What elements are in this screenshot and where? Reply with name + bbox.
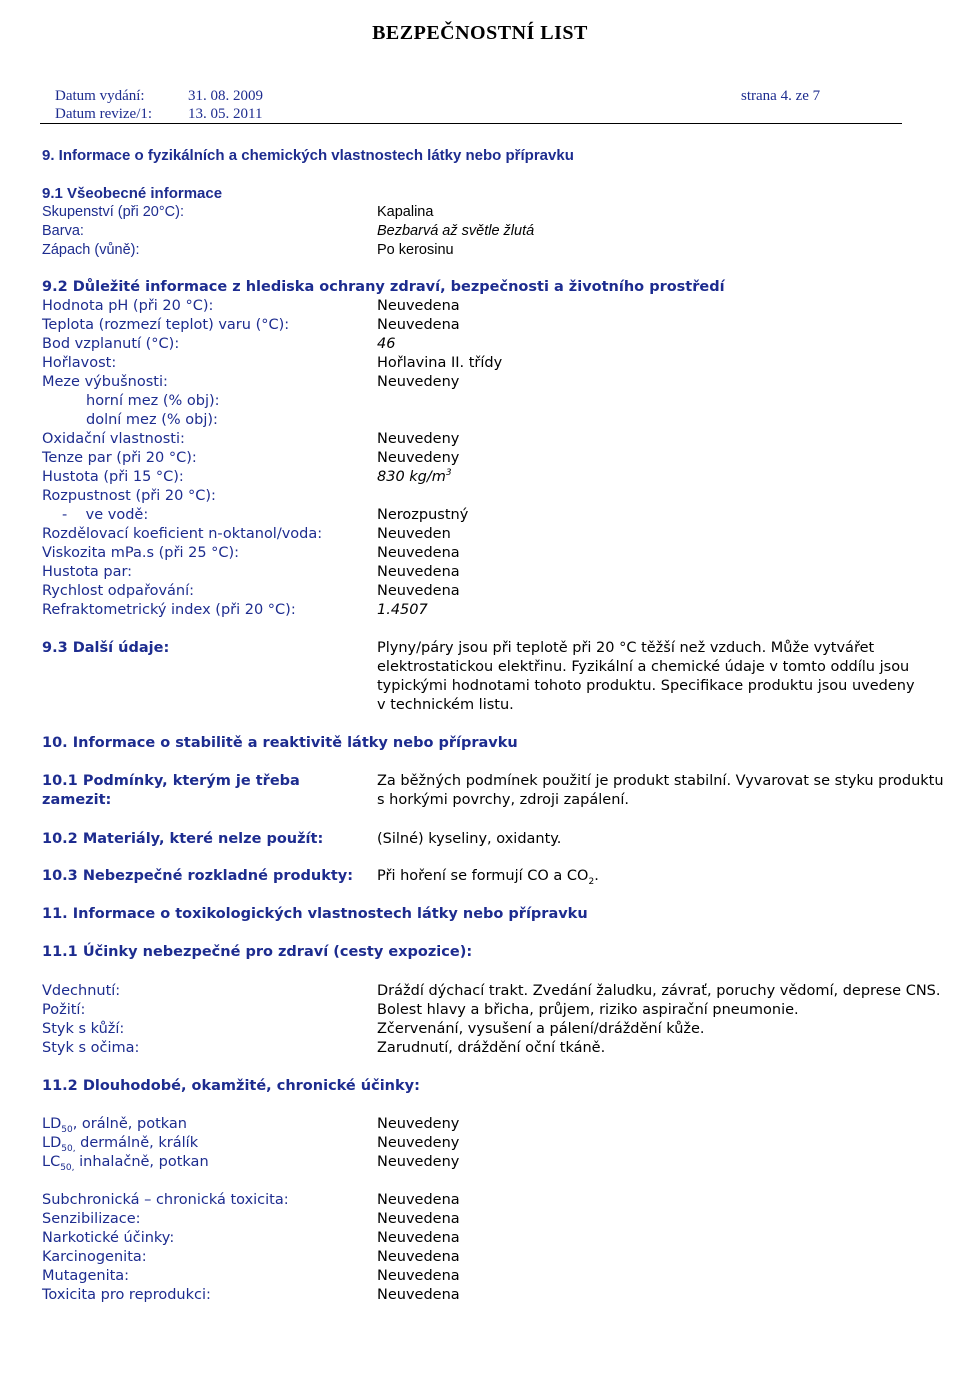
section-10-2-heading: 10.2 Materiály, které nelze použít: — [42, 831, 324, 847]
chronic-label: Narkotické účinky: — [42, 1230, 175, 1246]
prop-label: Meze výbušnosti: — [42, 374, 168, 390]
lc-label: $LC_{50,}$ inhalačně, potkan — [42, 1154, 209, 1173]
prop-value: Neuvedena — [377, 317, 460, 333]
section-9-1-heading: 9.1 Všeobecné informace — [42, 185, 223, 202]
prop-label: - ve vodě: — [62, 507, 149, 523]
chronic-label: Toxicita pro reprodukci: — [42, 1287, 211, 1303]
ld-value: Neuvedeny — [377, 1135, 460, 1151]
route-value: Zarudnutí, dráždění oční tkáně. — [377, 1040, 606, 1056]
stability-text: Za běžných podmínek použití je produkt stabilní. Vyvarovat se styku produktu — [377, 773, 944, 789]
section-9-2-heading: 9.2 Důležité informace z hlediska ochrany zdraví, bezpečnosti a životního prostředí — [42, 279, 725, 295]
other-line: v technickém listu. — [377, 697, 514, 713]
section-10-1-heading: 10.1 Podmínky, kterým je třeba — [42, 773, 300, 789]
chronic-label: Karcinogenita: — [42, 1249, 147, 1265]
prop-label: Hodnota pH (při 20 °C): — [42, 298, 214, 314]
prop-value: 1.4507 — [377, 602, 428, 618]
chronic-label: Senzibilizace: — [42, 1211, 141, 1227]
general-value-2: Po kerosinu — [377, 242, 454, 258]
prop-label: Rozdělovací koeficient n-oktanol/voda: — [42, 526, 323, 542]
prop-value: Neuvedeny — [377, 450, 460, 466]
prop-value: Neuvedena — [377, 564, 460, 580]
chronic-value: Neuvedena — [377, 1268, 460, 1284]
prop-label: Hustota par: — [42, 564, 133, 580]
route-value: Dráždí dýchací trakt. Zvedání žaludku, závrať, poruchy vědomí, deprese CNS. — [377, 983, 941, 999]
ld-label: $LD_{50}$, orálně, potkan — [42, 1116, 187, 1135]
prop-value: Neuveden — [377, 526, 451, 542]
revision-date: 13. 05. 2011 — [188, 106, 263, 122]
other-line: Plyny/páry jsou při teplotě při 20 °C těžší než vzduch. Může vytvářet — [377, 640, 875, 656]
route-label: Požití: — [42, 1002, 86, 1018]
chronic-label: Subchronická – chronická toxicita: — [42, 1192, 289, 1208]
other-line: elektrostatickou elektřinu. Fyzikální a chemické údaje v tomto oddílu jsou — [377, 659, 910, 675]
route-label: Styk s očima: — [42, 1040, 140, 1056]
route-value: Zčervenání, vysušení a pálení/dráždění kůže. — [377, 1021, 705, 1037]
header-divider — [40, 123, 902, 124]
general-label-0: Skupenství (při 20°C): — [42, 204, 184, 220]
chronic-value: Neuvedena — [377, 1211, 460, 1227]
prop-label: Oxidační vlastnosti: — [42, 431, 185, 447]
decomposition-products: Při hoření se formují CO a $CO_2$. — [377, 868, 599, 887]
section-10-1-heading-cont: zamezit: — [42, 792, 112, 808]
section-9-heading: 9. Informace o fyzikálních a chemických vlastnostech látky nebo přípravku — [42, 147, 574, 164]
prop-value: 46 — [377, 336, 396, 352]
route-label: Styk s kůží: — [42, 1021, 125, 1037]
prop-value: Nerozpustný — [377, 507, 469, 523]
prop-label: Refraktometrický index (při 20 °C): — [42, 602, 296, 618]
chronic-value: Neuvedena — [377, 1249, 460, 1265]
section-11-2-heading: 11.2 Dlouhodobé, okamžité, chronické účinky: — [42, 1078, 420, 1094]
prop-value: Hořlavina II. třídy — [377, 355, 503, 371]
route-value: Bolest hlavy a břicha, průjem, riziko aspirační pneumonie. — [377, 1002, 799, 1018]
lc-value: Neuvedeny — [377, 1154, 460, 1170]
prop-label: Bod vzplanutí (°C): — [42, 336, 180, 352]
page-number: strana 4. ze 7 — [741, 88, 821, 104]
section-11-1-heading: 11.1 Účinky nebezpečné pro zdraví (cesty expozice): — [42, 944, 473, 960]
issue-date-label: Datum vydání: — [55, 88, 145, 104]
revision-date-label: Datum revize/1: — [55, 106, 153, 122]
density-value: 830 $kg/m^3$ — [377, 468, 452, 485]
prop-label: Hustota (při 15 °C): — [42, 469, 184, 485]
prop-label: Hořlavost: — [42, 355, 117, 371]
chronic-value: Neuvedena — [377, 1287, 460, 1303]
prop-label: horní mez (% obj): — [86, 393, 220, 409]
prop-value: Neuvedeny — [377, 431, 460, 447]
chronic-value: Neuvedena — [377, 1192, 460, 1208]
document-title: BEZPEČNOSTNÍ LIST — [372, 22, 588, 44]
general-value-0: Kapalina — [377, 204, 434, 220]
section-10-heading: 10. Informace o stabilitě a reaktivitě látky nebo přípravku — [42, 735, 518, 751]
incompatible-materials: (Silné) kyseliny, oxidanty. — [377, 831, 562, 847]
prop-label: Rychlost odpařování: — [42, 583, 195, 599]
prop-label: Viskozita mPa.s (při 25 °C): — [42, 545, 240, 561]
section-11-heading: 11. Informace o toxikologických vlastnostech látky nebo přípravku — [42, 906, 588, 922]
general-value-1: Bezbarvá až světle žlutá — [377, 223, 535, 239]
other-line: typickými hodnotami tohoto produktu. Specifikace produktu jsou uvedeny — [377, 678, 915, 694]
prop-value: Neuvedena — [377, 583, 460, 599]
prop-value: Neuvedena — [377, 298, 460, 314]
prop-value: Neuvedena — [377, 545, 460, 561]
prop-value: Neuvedeny — [377, 374, 460, 390]
section-10-3-heading: 10.3 Nebezpečné rozkladné produkty: — [42, 868, 354, 884]
section-9-3-heading: 9.3 Další údaje: — [42, 640, 170, 656]
route-label: Vdechnutí: — [42, 983, 121, 999]
ld-value: Neuvedeny — [377, 1116, 460, 1132]
chronic-label: Mutagenita: — [42, 1268, 130, 1284]
issue-date: 31. 08. 2009 — [188, 88, 263, 104]
prop-label: dolní mez (% obj): — [86, 412, 218, 428]
stability-text: s horkými povrchy, zdroji zapálení. — [377, 792, 630, 808]
chronic-value: Neuvedena — [377, 1230, 460, 1246]
general-label-2: Zápach (vůně): — [42, 242, 140, 258]
prop-label: Tenze par (při 20 °C): — [42, 450, 197, 466]
prop-label: Teplota (rozmezí teplot) varu (°C): — [42, 317, 290, 333]
general-label-1: Barva: — [42, 223, 84, 239]
ld-label: $LD_{50,}$ dermálně, králík — [42, 1135, 199, 1154]
prop-label: Rozpustnost (při 20 °C): — [42, 488, 216, 504]
